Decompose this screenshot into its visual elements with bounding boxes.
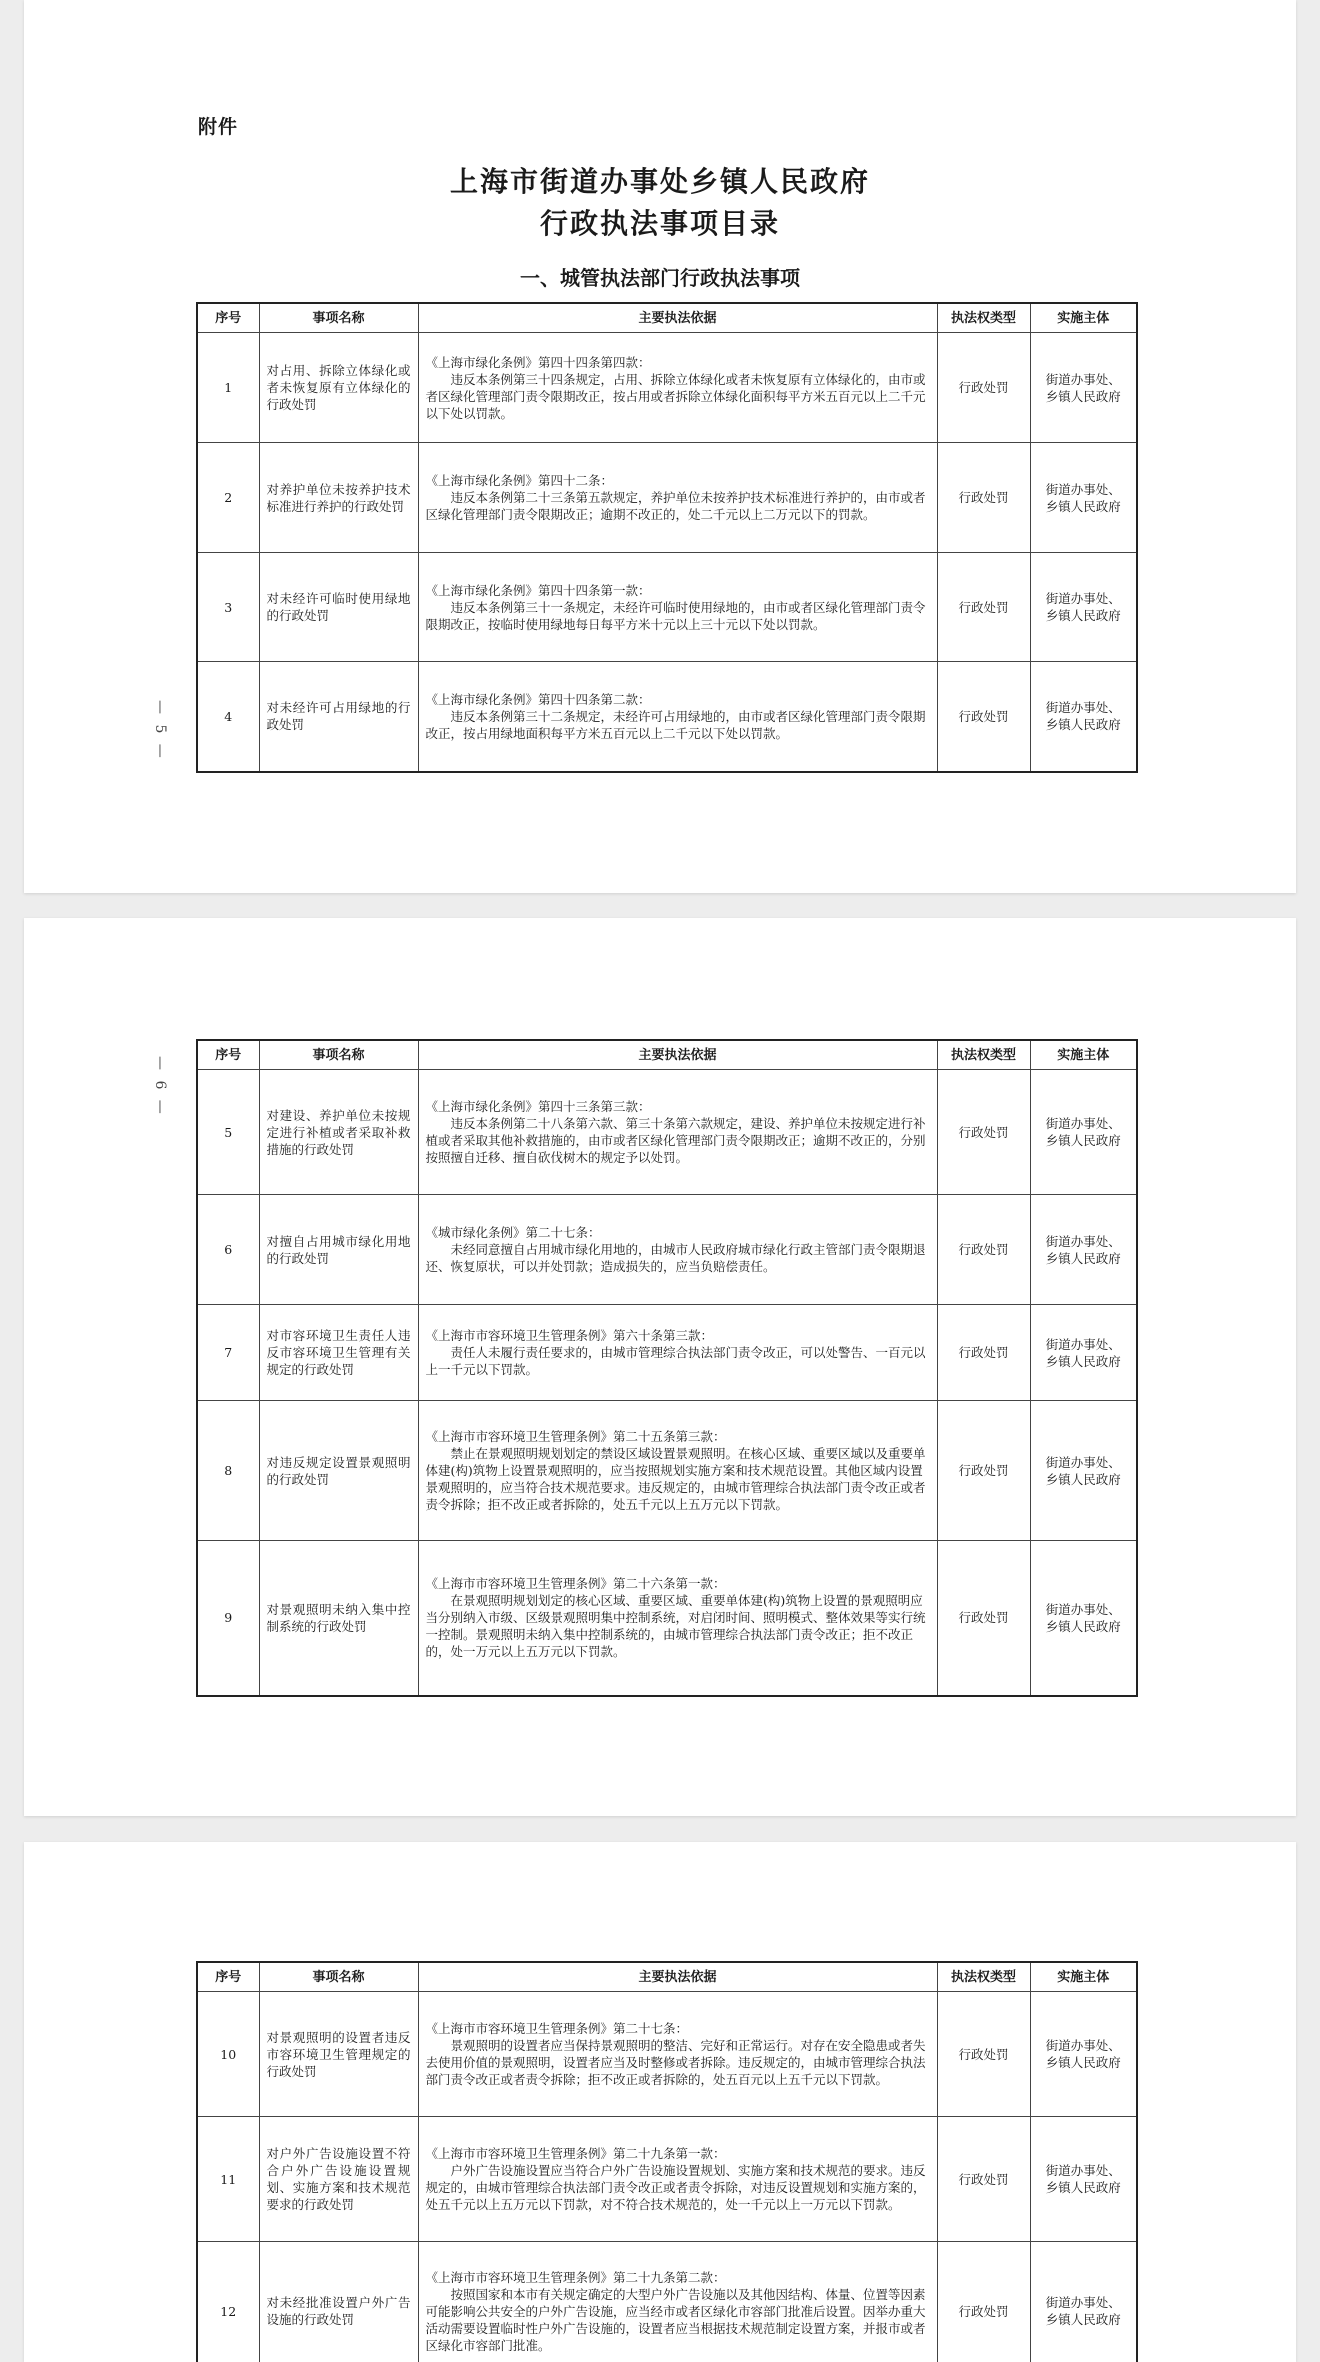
- header-name: 事项名称: [259, 303, 418, 333]
- row-type: 行政处罚: [937, 1070, 1030, 1195]
- row-basis: [418, 553, 937, 662]
- row-type: 行政处罚: [937, 1401, 1030, 1541]
- row-no: 2: [197, 443, 259, 553]
- body-line2: 乡镇人民政府: [1038, 716, 1130, 733]
- header-basis: 主要执法依据: [418, 1962, 937, 1992]
- header-basis: 主要执法依据: [418, 303, 937, 333]
- table-row: [197, 333, 1137, 443]
- body-line2: 乡镇人民政府: [1038, 2311, 1130, 2328]
- row-basis: [418, 333, 937, 443]
- basis-title: 《上海市绿化条例》第四十三条第三款：: [426, 1098, 930, 1115]
- basis-text: 责任人未履行责任要求的，由城市管理综合执法部门责令改正，可以处警告、一百元以上一千元以下罚款。: [426, 1344, 930, 1378]
- row-name: 对景观照明未纳入集中控制系统的行政处罚: [259, 1541, 418, 1696]
- table-header-row: [197, 1962, 1137, 1992]
- basis-title: 《上海市绿化条例》第四十四条第四款：: [426, 354, 930, 371]
- row-basis: [418, 1195, 937, 1305]
- section-heading: 一、城管执法部门行政执法事项: [24, 262, 1296, 291]
- body-line1: 街道办事处、: [1038, 1233, 1130, 1250]
- page-number-5: — 5 —: [152, 700, 168, 761]
- enforcement-table-page-3: [196, 1961, 1138, 2362]
- row-no: 3: [197, 553, 259, 662]
- basis-title: 《上海市市容环境卫生管理条例》第六十条第三款：: [426, 1327, 930, 1344]
- basis-title: 《上海市市容环境卫生管理条例》第二十九条第一款：: [426, 2145, 930, 2162]
- body-line2: 乡镇人民政府: [1038, 2054, 1130, 2071]
- body-line1: 街道办事处、: [1038, 699, 1130, 716]
- body-line1: 街道办事处、: [1038, 2294, 1130, 2311]
- body-line2: 乡镇人民政府: [1038, 388, 1130, 405]
- basis-text: 未经同意擅自占用城市绿化用地的，由城市人民政府城市绿化行政主管部门责令限期退还、恢复原状，可以并处罚款；造成损失的，应当负赔偿责任。: [426, 1241, 930, 1275]
- basis-text: 违反本条例第三十一条规定，未经许可临时使用绿地的，由市或者区绿化管理部门责令限期改正，按临时使用绿地每日每平方米十元以上三十元以下处以罚款。: [426, 599, 930, 633]
- row-type: 行政处罚: [937, 1305, 1030, 1401]
- basis-text: 违反本条例第二十八条第六款、第三十条第六款规定，建设、养护单位未按规定进行补植或者采取其他补救措施的，由市或者区绿化管理部门责令限期改正；逾期不改正的，分别按照擅自迁移、擅自砍伐树木的规定予以处罚。: [426, 1115, 930, 1166]
- row-basis: [418, 1401, 937, 1541]
- row-no: 11: [197, 2117, 259, 2242]
- row-basis: [418, 1541, 937, 1696]
- row-basis: [418, 662, 937, 772]
- row-name: 对户外广告设施设置不符合户外广告设施设置规划、实施方案和技术规范要求的行政处罚: [259, 2117, 418, 2242]
- header-body: 实施主体: [1030, 1962, 1137, 1992]
- basis-text: 违反本条例第二十三条第五款规定，养护单位未按养护技术标准进行养护的，由市或者区绿化管理部门责令限期改正；逾期不改正的，处二千元以上二万元以下的罚款。: [426, 489, 930, 523]
- basis-title: 《上海市绿化条例》第四十四条第二款：: [426, 691, 930, 708]
- header-no: 序号: [197, 1040, 259, 1070]
- basis-title: 《上海市市容环境卫生管理条例》第二十五条第三款：: [426, 1428, 930, 1445]
- header-name: 事项名称: [259, 1962, 418, 1992]
- header-no: 序号: [197, 1962, 259, 1992]
- body-line1: 街道办事处、: [1038, 1454, 1130, 1471]
- row-body: [1030, 1305, 1137, 1401]
- row-name: 对未经批准设置户外广告设施的行政处罚: [259, 2242, 418, 2362]
- row-basis: [418, 2242, 937, 2362]
- table-header-row: [197, 303, 1137, 333]
- row-type: 行政处罚: [937, 662, 1030, 772]
- row-body: [1030, 553, 1137, 662]
- row-body: [1030, 2117, 1137, 2242]
- row-no: 4: [197, 662, 259, 772]
- row-name: 对养护单位未按养护技术标准进行养护的行政处罚: [259, 443, 418, 553]
- row-no: 8: [197, 1401, 259, 1541]
- row-name: 对违反规定设置景观照明的行政处罚: [259, 1401, 418, 1541]
- basis-text: 按照国家和本市有关规定确定的大型户外广告设施以及其他因结构、体量、位置等因素可能影响公共安全的户外广告设施，应当经市或者区绿化市容部门批准后设置。因举办重大活动需要设置临时性户外广告设施的，设置者应当根据技术规范制定设置方案，并报市或者区绿化市容部门批准。: [426, 2286, 930, 2354]
- body-line2: 乡镇人民政府: [1038, 1353, 1130, 1370]
- basis-text: 禁止在景观照明规划划定的禁设区域设置景观照明。在核心区域、重要区域以及重要单体建(构)筑物上设置景观照明的，应当按照规划实施方案和技术规范设置。其他区域内设置景观照明的，应当符合技术规范要求。违反规定的，由城市管理综合执法部门责令改正或者责令拆除；拒不改正或者拆除的，处五千元以上五万元以下罚款。: [426, 1445, 930, 1513]
- body-line2: 乡镇人民政府: [1038, 498, 1130, 515]
- row-basis: [418, 2117, 937, 2242]
- row-type: 行政处罚: [937, 1992, 1030, 2117]
- table-row: [197, 1401, 1137, 1541]
- table-row: [197, 2242, 1137, 2362]
- body-line1: 街道办事处、: [1038, 1601, 1130, 1618]
- row-body: [1030, 662, 1137, 772]
- row-type: 行政处罚: [937, 1195, 1030, 1305]
- row-body: [1030, 2242, 1137, 2362]
- basis-text: 户外广告设施设置应当符合户外广告设施设置规划、实施方案和技术规范的要求。违反规定的，由城市管理综合执法部门责令改正或者责令拆除，对违反设置规划和实施方案的，处五千元以上五万元以下罚款，对不符合技术规范的，处一千元以上一万元以下罚款。: [426, 2162, 930, 2213]
- body-line1: 街道办事处、: [1038, 371, 1130, 388]
- row-name: 对市容环境卫生责任人违反市容环境卫生管理有关规定的行政处罚: [259, 1305, 418, 1401]
- document-page-3: [24, 1842, 1296, 2362]
- row-body: [1030, 1070, 1137, 1195]
- table-row: [197, 553, 1137, 662]
- row-name: 对建设、养护单位未按规定进行补植或者采取补救措施的行政处罚: [259, 1070, 418, 1195]
- table-row: [197, 1305, 1137, 1401]
- row-no: 9: [197, 1541, 259, 1696]
- body-line2: 乡镇人民政府: [1038, 607, 1130, 624]
- table-header-row: [197, 1040, 1137, 1070]
- row-basis: [418, 1305, 937, 1401]
- row-basis: [418, 1992, 937, 2117]
- document-page-1: [24, 0, 1296, 893]
- table-row: [197, 1541, 1137, 1696]
- basis-text: 违反本条例第三十四条规定，占用、拆除立体绿化或者未恢复原有立体绿化的，由市或者区绿化管理部门责令限期改正，按占用或者拆除立体绿化面积每平方米五百元以上二千元以下处以罚款。: [426, 371, 930, 422]
- row-basis: [418, 443, 937, 553]
- row-basis: [418, 1070, 937, 1195]
- row-no: 6: [197, 1195, 259, 1305]
- page-number-6: — 6 —: [152, 1056, 168, 1117]
- body-line1: 街道办事处、: [1038, 1336, 1130, 1353]
- row-body: [1030, 1195, 1137, 1305]
- row-body: [1030, 333, 1137, 443]
- body-line2: 乡镇人民政府: [1038, 1132, 1130, 1149]
- row-no: 5: [197, 1070, 259, 1195]
- table-row: [197, 1992, 1137, 2117]
- body-line2: 乡镇人民政府: [1038, 1618, 1130, 1635]
- document-title-line1: 上海市街道办事处乡镇人民政府: [24, 160, 1296, 200]
- basis-title: 《上海市市容环境卫生管理条例》第二十九条第二款：: [426, 2269, 930, 2286]
- row-type: 行政处罚: [937, 2242, 1030, 2362]
- row-body: [1030, 1992, 1137, 2117]
- row-name: 对擅自占用城市绿化用地的行政处罚: [259, 1195, 418, 1305]
- body-line1: 街道办事处、: [1038, 1115, 1130, 1132]
- row-type: 行政处罚: [937, 333, 1030, 443]
- header-name: 事项名称: [259, 1040, 418, 1070]
- table-row: [197, 1070, 1137, 1195]
- row-name: 对未经许可占用绿地的行政处罚: [259, 662, 418, 772]
- attachment-label: 附件: [198, 112, 238, 139]
- body-line2: 乡镇人民政府: [1038, 1250, 1130, 1267]
- row-body: [1030, 443, 1137, 553]
- basis-text: 违反本条例第三十二条规定，未经许可占用绿地的，由市或者区绿化管理部门责令限期改正，按占用绿地面积每平方米五百元以上二千元以下处以罚款。: [426, 708, 930, 742]
- row-no: 12: [197, 2242, 259, 2362]
- basis-text: 景观照明的设置者应当保持景观照明的整洁、完好和正常运行。对存在安全隐患或者失去使用价值的景观照明，设置者应当及时整修或者拆除。违反规定的，由城市管理综合执法部门责令改正或者责令拆除；拒不改正或者拆除的，处五百元以上五千元以下罚款。: [426, 2037, 930, 2088]
- basis-text: 在景观照明规划划定的核心区域、重要区域、重要单体建(构)筑物上设置的景观照明应当分别纳入市级、区级景观照明集中控制系统，对启闭时间、照明模式、整体效果等实行统一控制。景观照明未纳入集中控制系统的，由城市管理综合执法部门责令改正；拒不改正的，处一万元以上五万元以下罚款。: [426, 1592, 930, 1660]
- header-type: 执法权类型: [937, 303, 1030, 333]
- header-body: 实施主体: [1030, 303, 1137, 333]
- body-line1: 街道办事处、: [1038, 590, 1130, 607]
- row-type: 行政处罚: [937, 2117, 1030, 2242]
- row-body: [1030, 1541, 1137, 1696]
- row-no: 7: [197, 1305, 259, 1401]
- basis-title: 《上海市市容环境卫生管理条例》第二十六条第一款：: [426, 1575, 930, 1592]
- header-no: 序号: [197, 303, 259, 333]
- header-body: 实施主体: [1030, 1040, 1137, 1070]
- row-name: 对未经许可临时使用绿地的行政处罚: [259, 553, 418, 662]
- row-body: [1030, 1401, 1137, 1541]
- header-type: 执法权类型: [937, 1962, 1030, 1992]
- document-title-line2: 行政执法事项目录: [24, 202, 1296, 242]
- basis-title: 《上海市市容环境卫生管理条例》第二十七条：: [426, 2020, 930, 2037]
- row-type: 行政处罚: [937, 443, 1030, 553]
- header-type: 执法权类型: [937, 1040, 1030, 1070]
- row-no: 10: [197, 1992, 259, 2117]
- row-name: 对景观照明的设置者违反市容环境卫生管理规定的行政处罚: [259, 1992, 418, 2117]
- enforcement-table-page-2: [196, 1039, 1138, 1697]
- enforcement-table-page-1: [196, 302, 1138, 773]
- table-row: [197, 662, 1137, 772]
- basis-title: 《上海市绿化条例》第四十四条第一款：: [426, 582, 930, 599]
- table-row: [197, 2117, 1137, 2242]
- table-row: [197, 1195, 1137, 1305]
- basis-title: 《上海市绿化条例》第四十二条：: [426, 472, 930, 489]
- row-no: 1: [197, 333, 259, 443]
- header-basis: 主要执法依据: [418, 1040, 937, 1070]
- document-page-2: [24, 918, 1296, 1816]
- body-line2: 乡镇人民政府: [1038, 2179, 1130, 2196]
- row-type: 行政处罚: [937, 1541, 1030, 1696]
- row-type: 行政处罚: [937, 553, 1030, 662]
- row-name: 对占用、拆除立体绿化或者未恢复原有立体绿化的行政处罚: [259, 333, 418, 443]
- table-row: [197, 443, 1137, 553]
- body-line1: 街道办事处、: [1038, 2037, 1130, 2054]
- body-line1: 街道办事处、: [1038, 481, 1130, 498]
- body-line1: 街道办事处、: [1038, 2162, 1130, 2179]
- body-line2: 乡镇人民政府: [1038, 1471, 1130, 1488]
- basis-title: 《城市绿化条例》第二十七条：: [426, 1224, 930, 1241]
